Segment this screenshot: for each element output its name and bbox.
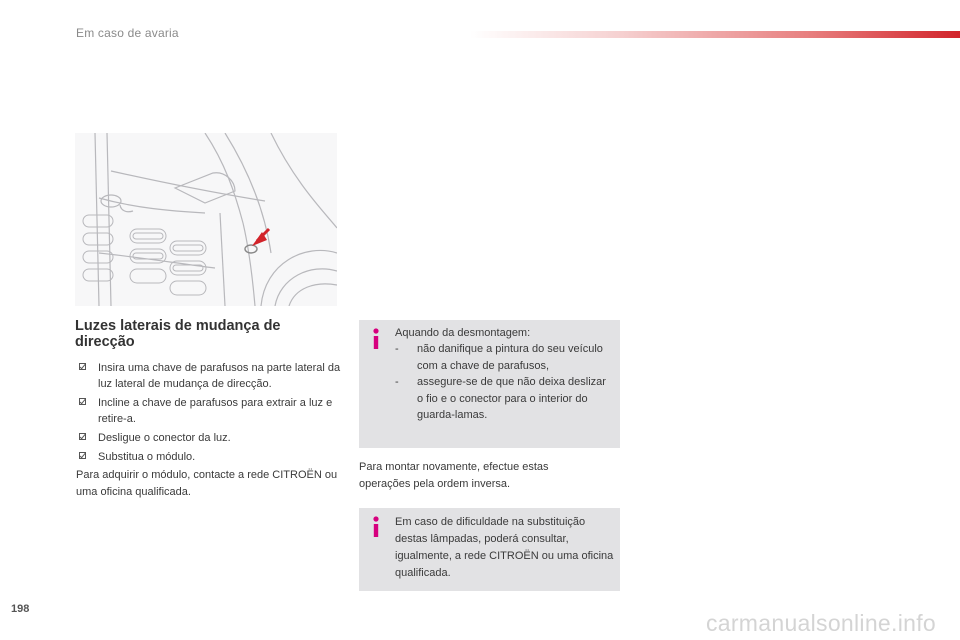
- warning-list: [395, 341, 615, 424]
- help-text: Em caso de dificuldade na substituição destas lâmpadas, poderá consultar, igualmente, a rede CITROËN ou uma oficina qualificada.: [395, 516, 614, 579]
- info-icon: [369, 516, 383, 538]
- dash-bullet: -: [395, 343, 399, 355]
- list-item: [76, 395, 344, 427]
- step-text: Substitua o módulo.: [98, 451, 196, 463]
- list-item: [76, 430, 344, 446]
- step-list: [76, 360, 344, 468]
- list-item: [76, 449, 344, 465]
- page-number: 198: [11, 603, 30, 615]
- checkbox-icon: [79, 398, 86, 405]
- info-icon: [369, 328, 383, 350]
- dash-bullet: -: [395, 376, 399, 388]
- section-title: Luzes laterais de mudança de direcção: [75, 318, 281, 350]
- info-box-disassembly: [359, 320, 620, 448]
- step-text: Incline a chave de parafusos para extrair a luz e retire-a.: [98, 397, 333, 425]
- list-item: [395, 341, 615, 374]
- reassembly-note: Para montar novamente, efectue estas operações pela ordem inversa.: [359, 461, 549, 490]
- header-title: Em caso de avaria: [76, 26, 179, 40]
- warning-text: não danifique a pintura do seu veículo com a chave de parafusos,: [417, 343, 603, 372]
- list-item: [76, 360, 344, 392]
- warning-text: assegure-se de que não deixa deslizar o fio e o conector para o interior do guarda-lamas.: [417, 376, 606, 421]
- purchase-note: Para adquirir o módulo, contacte a rede CITROËN ou uma oficina qualificada.: [76, 469, 338, 498]
- header-accent-bar: [470, 31, 960, 38]
- step-text: Insira uma chave de parafusos na parte lateral da luz lateral de mudança de direcção.: [98, 362, 341, 390]
- step-text: Desligue o conector da luz.: [98, 432, 231, 444]
- checkbox-icon: [79, 433, 86, 440]
- watermark: carmanualsonline.info: [705, 610, 936, 636]
- car-side-illustration: [75, 133, 337, 306]
- list-item: [395, 374, 615, 424]
- info-box-help: [359, 508, 620, 591]
- info-intro: Aquando da desmontagem:: [395, 327, 531, 339]
- checkbox-icon: [79, 363, 86, 370]
- checkbox-icon: [79, 452, 86, 459]
